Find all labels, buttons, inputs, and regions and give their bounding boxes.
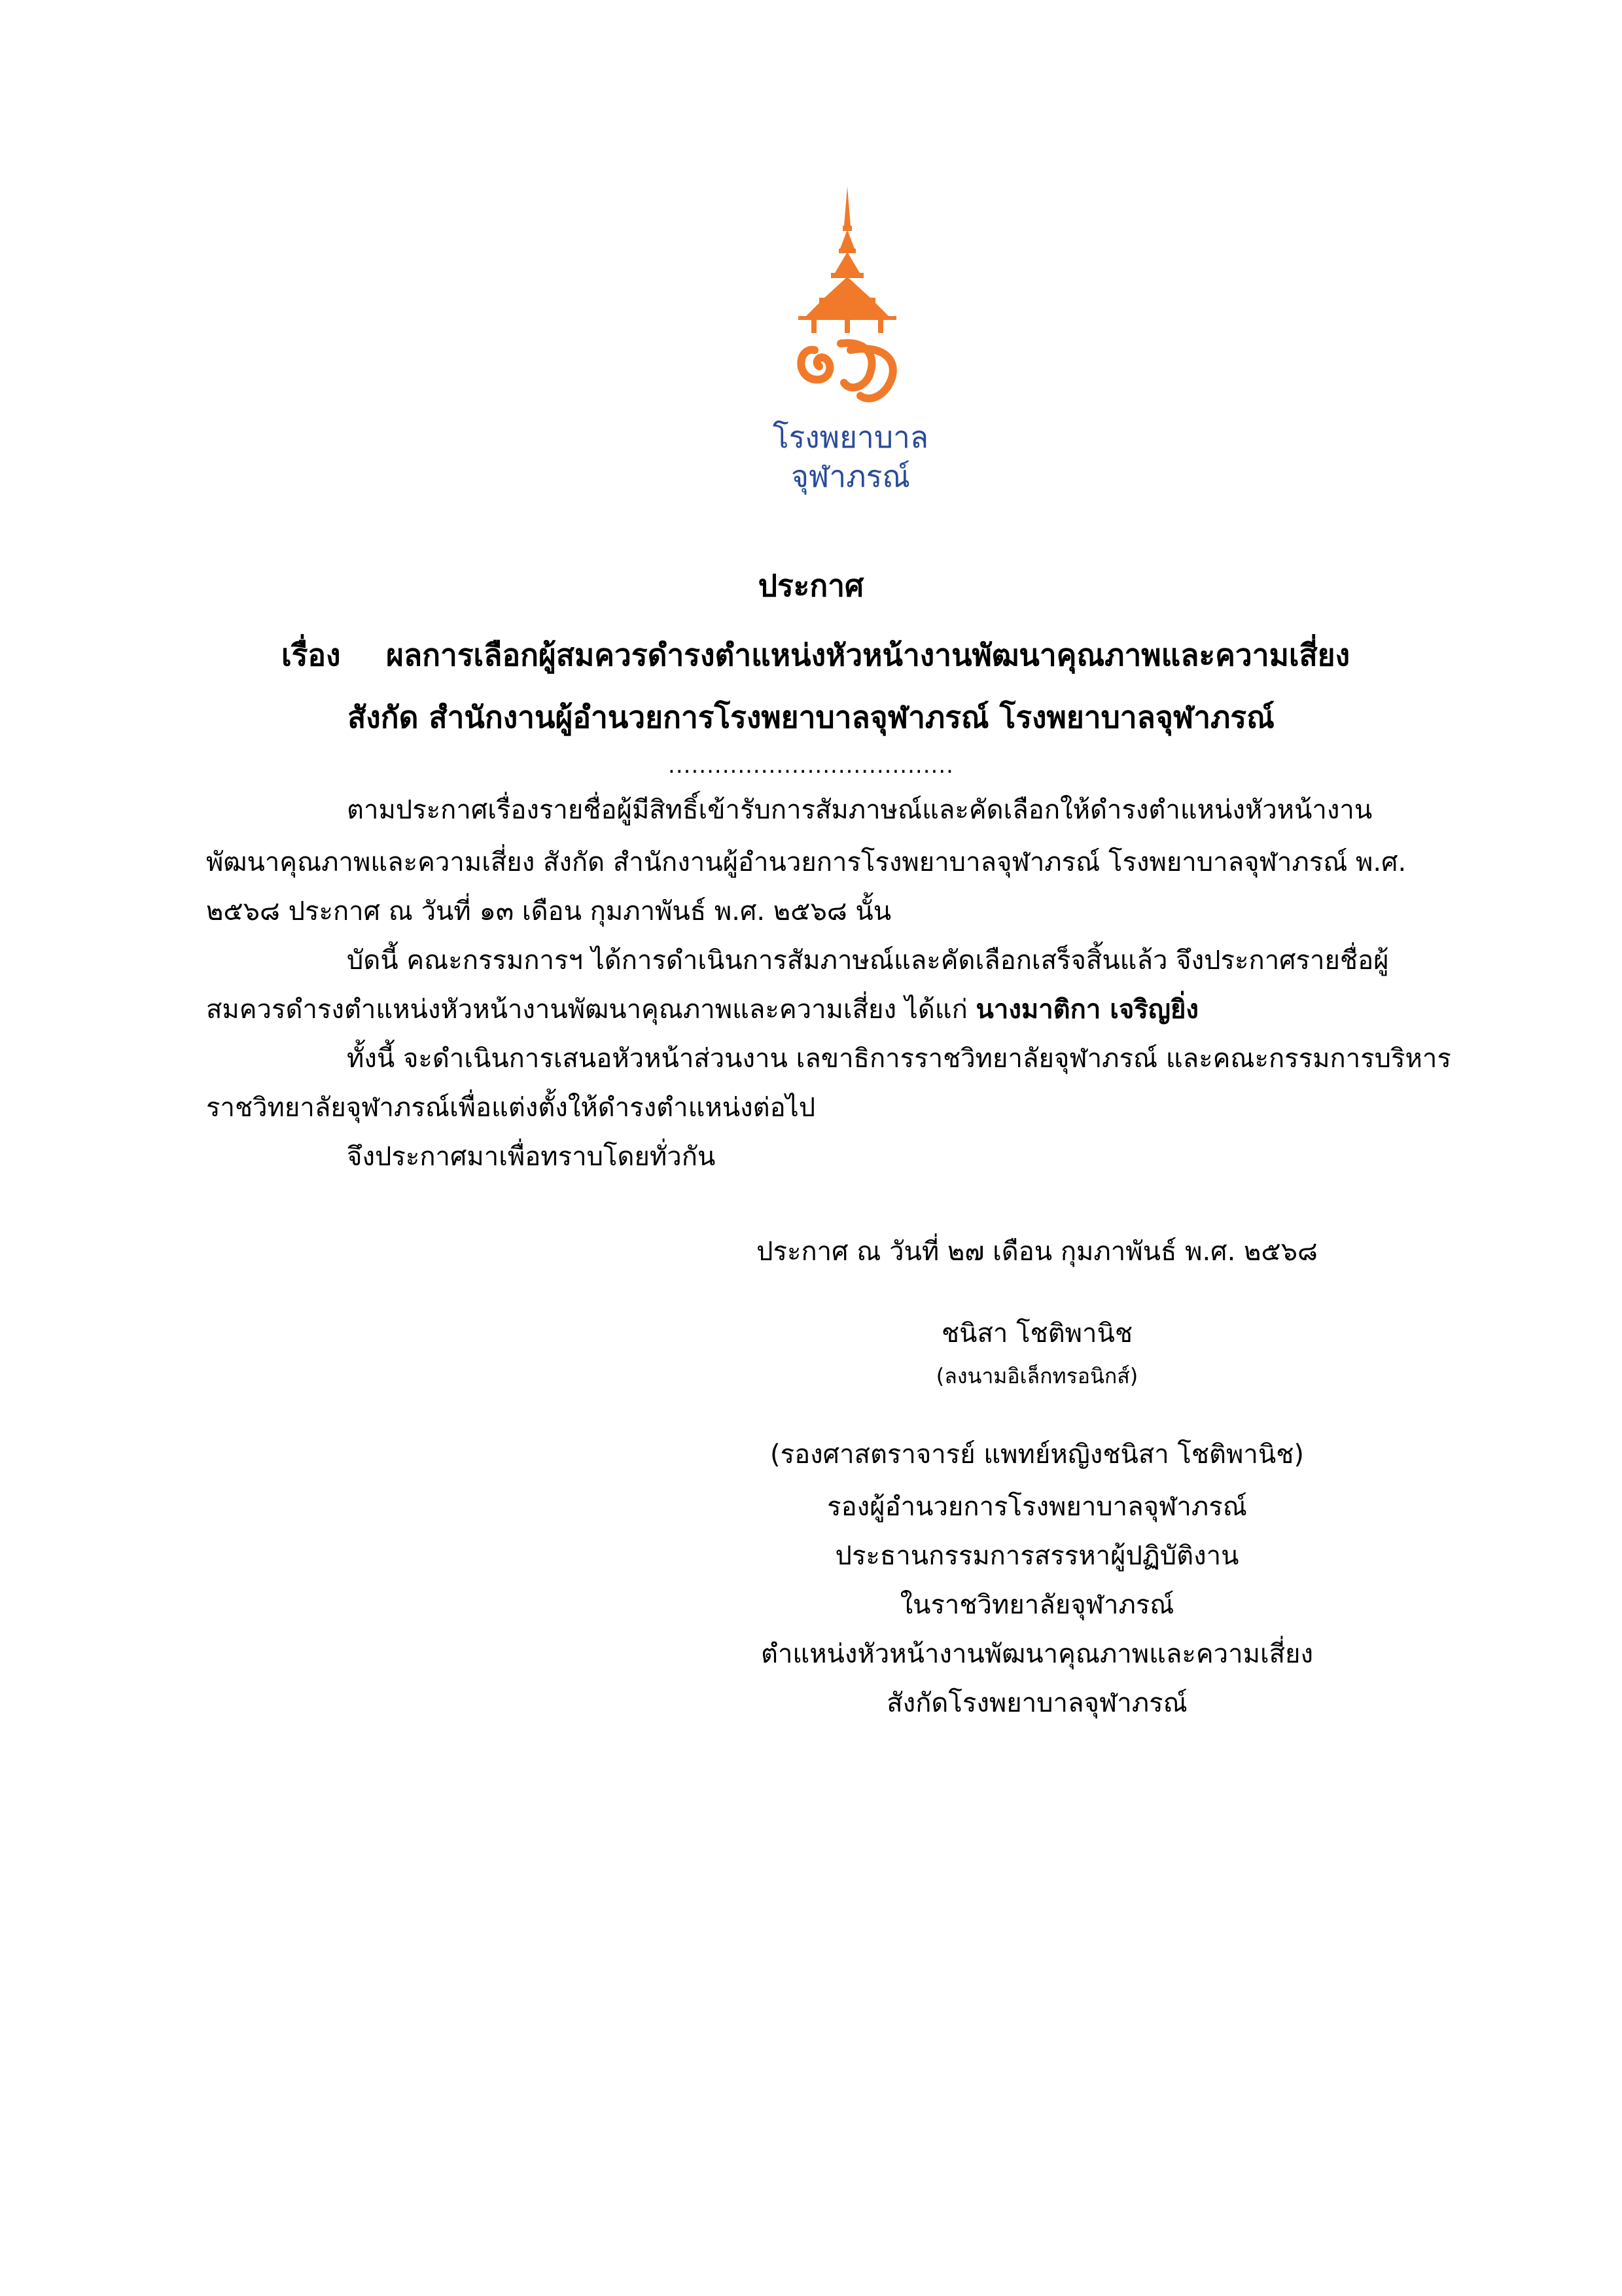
logo-text-line2: จุฬาภรณ์ — [791, 459, 910, 494]
signer-signature: ชนิสา โชติพานิช — [941, 1318, 1133, 1349]
paragraph-3-line-2: ราชวิทยาลัยจุฬาภรณ์เพื่อแต่งตั้งให้ดำรงตำแหน่งต่อไป — [206, 1093, 816, 1123]
subject-line2: สังกัด สำนักงานผู้อำนวยการโรงพยาบาลจุฬาภรณ์ โรงพยาบาลจุฬาภรณ์ — [347, 699, 1275, 735]
logo-text-line1: โรงพยาบาล — [772, 419, 929, 455]
signer-position-1: รองผู้อำนวยการโรงพยาบาลจุฬาภรณ์ — [827, 1492, 1247, 1522]
announcement-date: ประกาศ ณ วันที่ ๒๗ เดือน กุมภาพันธ์ พ.ศ. ๒๕๖๘ — [756, 1237, 1318, 1267]
paragraph-2-text: สมควรดำรงตำแหน่งหัวหน้างานพัฒนาคุณภาพและความเสี่ยง ได้แก่ — [206, 995, 968, 1025]
paragraph-2-line-1: บัดนี้ คณะกรรมการฯ ได้การดำเนินการสัมภาษณ์และคัดเลือกเสร็จสิ้นแล้ว จึงประกาศรายชื่อผู้ — [347, 945, 1389, 976]
subject-line1: ผลการเลือกผู้สมควรดำรงตำแหน่งหัวหน้างานพัฒนาคุณภาพและความเสี่ยง — [386, 637, 1350, 673]
separator: ..................................... — [668, 752, 954, 779]
paragraph-4: จึงประกาศมาเพื่อทราบโดยทั่วกัน — [347, 1142, 716, 1172]
signer-position-2: ประธานกรรมการสรรหาผู้ปฏิบัติงาน — [835, 1541, 1239, 1571]
paragraph-1-line-1: ตามประกาศเรื่องรายชื่อผู้มีสิทธิ์เข้ารับการสัมภาษณ์และคัดเลือกให้ดำรงตำแหน่งหัวหน้างาน — [347, 795, 1373, 825]
page-title: ประกาศ — [758, 568, 864, 603]
paragraph-3-line-1: ทั้งนี้ จะดำเนินการเสนอหัวหน้าส่วนงาน เลขาธิการราชวิทยาลัยจุฬาภรณ์ และคณะกรรมการบริหาร — [347, 1044, 1451, 1074]
paragraph-1-line-3: ๒๕๖๘ ประกาศ ณ วันที่ ๑๓ เดือน กุมภาพันธ์ พ.ศ. ๒๕๖๘ นั้น — [206, 896, 892, 927]
subject-label: เรื่อง — [281, 637, 341, 673]
signer-position-5: สังกัดโรงพยาบาลจุฬาภรณ์ — [887, 1688, 1188, 1718]
signer-position-3: ในราชวิทยาลัยจุฬาภรณ์ — [900, 1590, 1174, 1620]
paragraph-1-line-2: พัฒนาคุณภาพและความเสี่ยง สังกัด สำนักงานผู้อำนวยการโรงพยาบาลจุฬาภรณ์ โรงพยาบาลจุฬาภรณ์ พ.ศ. — [206, 847, 1407, 877]
appointee-name: นางมาติกา เจริญยิ่ง — [976, 995, 1199, 1025]
hospital-emblem-icon — [779, 186, 916, 409]
paragraph-2-line-2 — [206, 991, 1199, 1028]
esign-note: (ลงนามอิเล็กทรอนิกส์) — [936, 1364, 1138, 1388]
signer-position-4: ตำแหน่งหัวหน้างานพัฒนาคุณภาพและความเสี่ยง — [760, 1639, 1314, 1669]
signer-full-name: (รองศาสตราจารย์ แพทย์หญิงชนิสา โชติพานิช) — [770, 1439, 1304, 1470]
